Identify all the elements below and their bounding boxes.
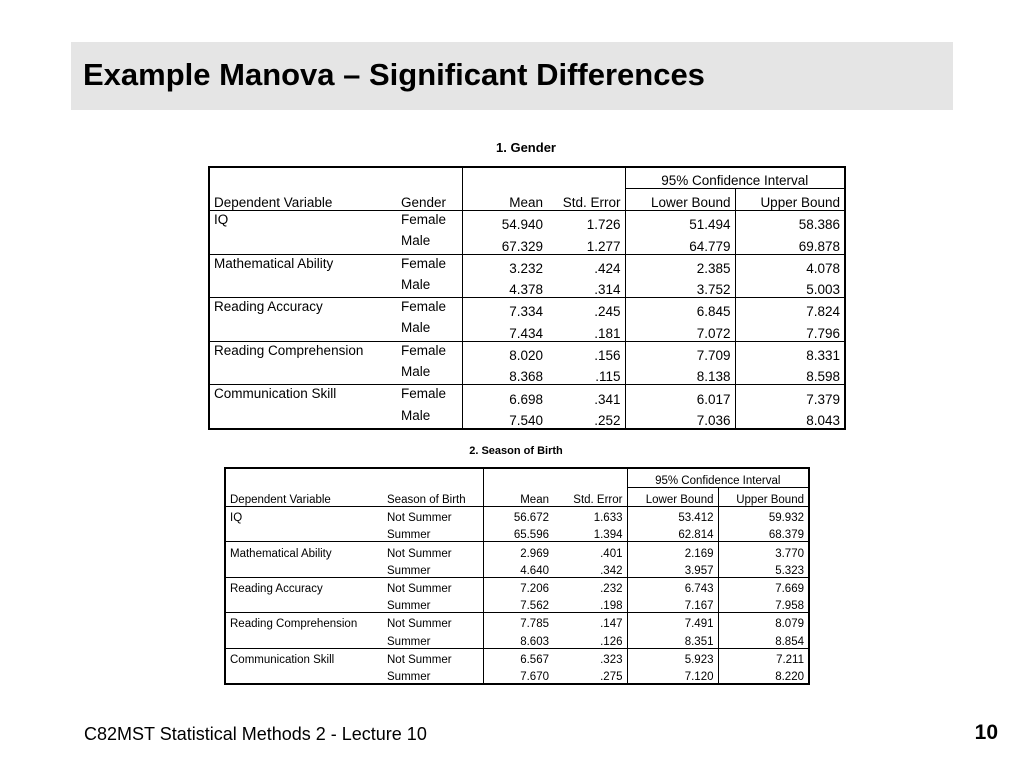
lower-bound-cell: 7.036: [625, 407, 735, 429]
level-cell: Male: [397, 276, 462, 298]
mean-cell: 8.368: [462, 363, 547, 385]
lower-bound-cell: 7.072: [625, 319, 735, 341]
table-row: [209, 319, 845, 341]
level-cell: Not Summer: [387, 512, 452, 525]
table-row: [225, 524, 809, 542]
header-spacer: [397, 167, 462, 189]
mean-cell: 6.698: [462, 385, 547, 407]
mean-cell: 54.940: [462, 211, 547, 233]
dependent-variable-cell: [225, 630, 383, 648]
table-row: [209, 385, 845, 407]
table-caption: 1. Gender: [496, 140, 556, 155]
header-spacer: [547, 167, 625, 189]
table-row: [225, 648, 809, 666]
level-cell: Summer: [383, 595, 483, 613]
dependent-variable-cell: Mathematical Ability: [214, 255, 334, 271]
column-header: Upper Bound: [718, 488, 809, 507]
level-cell: Summer: [383, 524, 483, 542]
upper-bound-cell: 7.669: [718, 577, 809, 595]
std-error-cell: .424: [594, 260, 621, 276]
lower-bound-cell: 6.845: [625, 298, 735, 320]
level-cell: Summer: [383, 630, 483, 648]
std-error-cell: .245: [594, 304, 621, 320]
std-error-cell: 1.277: [547, 232, 625, 254]
upper-bound-cell: 59.932: [718, 507, 809, 525]
lower-bound-cell: 6.017: [625, 385, 735, 407]
table-row: [209, 407, 845, 429]
upper-bound-cell: 8.079: [718, 613, 809, 631]
header-spacer: [383, 468, 483, 488]
table-row: [209, 276, 845, 298]
table-row: [209, 232, 845, 254]
level-cell: Male: [397, 319, 462, 341]
column-header: Mean: [462, 189, 547, 211]
mean-cell: 2.969: [483, 542, 553, 560]
table-row: [209, 254, 845, 276]
column-header: Gender: [397, 189, 462, 211]
table-row: [225, 507, 809, 525]
dependent-variable-cell: [225, 560, 383, 578]
mean-cell: 4.640: [483, 560, 553, 578]
level-cell: Not Summer: [387, 582, 452, 595]
table-row: [225, 577, 809, 595]
upper-bound-cell: 7.796: [735, 319, 845, 341]
upper-bound-cell: 5.003: [735, 276, 845, 298]
std-error-cell: .323: [600, 653, 623, 666]
dependent-variable-cell: Communication Skill: [214, 386, 337, 402]
lower-bound-cell: 53.412: [627, 507, 718, 525]
level-cell: Male: [397, 232, 462, 254]
table-row: [209, 363, 845, 385]
mean-cell: 7.562: [483, 595, 553, 613]
std-error-cell: .342: [553, 560, 627, 578]
std-error-cell: .401: [600, 547, 623, 560]
lower-bound-cell: 3.752: [625, 276, 735, 298]
ci-header: 95% Confidence Interval: [627, 468, 809, 488]
gender-estimates-table: [208, 166, 846, 430]
std-error-cell: .252: [594, 412, 621, 428]
dependent-variable-cell: [209, 407, 397, 429]
std-error-cell: .126: [553, 630, 627, 648]
upper-bound-cell: 69.878: [735, 232, 845, 254]
upper-bound-cell: 8.220: [718, 666, 809, 684]
dependent-variable-cell: [225, 666, 383, 684]
mean-cell: 7.670: [483, 666, 553, 684]
mean-cell: 8.020: [462, 341, 547, 363]
dependent-variable-cell: [225, 595, 383, 613]
column-header: Std. Error: [553, 488, 627, 507]
upper-bound-cell: 8.854: [718, 630, 809, 648]
mean-cell: 7.434: [462, 319, 547, 341]
ci-header: 95% Confidence Interval: [625, 167, 845, 189]
std-error-cell: .156: [594, 348, 621, 364]
table-row: [225, 666, 809, 684]
upper-bound-cell: 7.379: [735, 385, 845, 407]
std-error-cell: 1.726: [586, 217, 621, 233]
lower-bound-cell: 2.385: [625, 254, 735, 276]
dependent-variable-cell: IQ: [230, 512, 243, 525]
column-header: Lower Bound: [625, 189, 735, 211]
level-cell: Female: [401, 299, 447, 315]
dependent-variable-cell: Reading Accuracy: [230, 582, 323, 595]
upper-bound-cell: 8.598: [735, 363, 845, 385]
table-row: [209, 298, 845, 320]
level-cell: Female: [401, 255, 447, 271]
lower-bound-cell: 7.709: [625, 341, 735, 363]
level-cell: Male: [401, 407, 431, 423]
upper-bound-cell: 7.958: [718, 595, 809, 613]
header-spacer: [553, 468, 627, 488]
header-spacer: [225, 468, 383, 488]
upper-bound-cell: 4.078: [735, 254, 845, 276]
lower-bound-cell: 51.494: [625, 211, 735, 233]
mean-cell: 6.567: [483, 648, 553, 666]
column-header: Dependent Variable: [209, 189, 397, 211]
mean-cell: 7.334: [462, 298, 547, 320]
lower-bound-cell: 5.923: [627, 648, 718, 666]
level-cell: Male: [397, 363, 462, 385]
header-spacer: [462, 167, 547, 189]
page-number: 10: [974, 721, 998, 744]
column-header: Upper Bound: [735, 189, 845, 211]
lower-bound-cell: 2.169: [627, 542, 718, 560]
level-cell: Female: [401, 342, 447, 358]
upper-bound-cell: 68.379: [718, 524, 809, 542]
level-cell: Female: [401, 212, 447, 227]
level-cell: Not Summer: [387, 653, 452, 666]
dependent-variable-cell: [225, 524, 383, 542]
std-error-cell: .115: [547, 363, 625, 385]
dependent-variable-cell: Mathematical Ability: [230, 547, 332, 560]
dependent-variable-cell: IQ: [214, 212, 229, 227]
std-error-cell: .147: [600, 618, 623, 631]
level-cell: Summer: [383, 560, 483, 578]
mean-cell: 3.232: [462, 254, 547, 276]
dependent-variable-cell: [209, 232, 397, 254]
upper-bound-cell: 7.824: [735, 298, 845, 320]
mean-cell: 67.329: [462, 232, 547, 254]
lower-bound-cell: 3.957: [627, 560, 718, 578]
column-header: Lower Bound: [627, 488, 718, 507]
table-caption: 2. Season of Birth: [469, 445, 563, 457]
std-error-cell: .198: [553, 595, 627, 613]
std-error-cell: .232: [600, 582, 623, 595]
header-spacer: [483, 468, 553, 488]
column-header: Mean: [483, 488, 553, 507]
column-header: Season of Birth: [383, 488, 483, 507]
table-row: [225, 613, 809, 631]
lower-bound-cell: 62.814: [627, 524, 718, 542]
level-cell: Summer: [387, 670, 431, 683]
upper-bound-cell: 8.043: [735, 407, 845, 429]
std-error-cell: .341: [594, 391, 621, 407]
table-row: [225, 542, 809, 560]
level-cell: Not Summer: [387, 547, 452, 560]
upper-bound-cell: 7.211: [718, 648, 809, 666]
table-row: [225, 630, 809, 648]
mean-cell: 8.603: [483, 630, 553, 648]
mean-cell: 7.206: [483, 577, 553, 595]
lower-bound-cell: 64.779: [625, 232, 735, 254]
dependent-variable-cell: [209, 319, 397, 341]
std-error-cell: .314: [547, 276, 625, 298]
std-error-cell: 1.394: [553, 524, 627, 542]
lower-bound-cell: 7.120: [627, 666, 718, 684]
mean-cell: 4.378: [462, 276, 547, 298]
column-header: Std. Error: [547, 189, 625, 211]
mean-cell: 7.540: [462, 407, 547, 429]
lower-bound-cell: 7.491: [627, 613, 718, 631]
dependent-variable-cell: Reading Comprehension: [230, 618, 358, 631]
season-estimates-table: [224, 467, 810, 685]
column-header: Dependent Variable: [225, 488, 383, 507]
table-row: [209, 341, 845, 363]
lower-bound-cell: 8.138: [625, 363, 735, 385]
dependent-variable-cell: [209, 363, 397, 385]
dependent-variable-cell: Reading Accuracy: [214, 299, 323, 315]
level-cell: Female: [401, 386, 447, 402]
upper-bound-cell: 58.386: [735, 211, 845, 233]
lower-bound-cell: 8.351: [627, 630, 718, 648]
upper-bound-cell: 5.323: [718, 560, 809, 578]
table-row: [225, 595, 809, 613]
mean-cell: 7.785: [483, 613, 553, 631]
mean-cell: 56.672: [483, 507, 553, 525]
lower-bound-cell: 7.167: [627, 595, 718, 613]
slide-title: Example Manova – Significant Differences: [83, 57, 705, 92]
dependent-variable-cell: Communication Skill: [230, 653, 335, 666]
level-cell: Not Summer: [387, 618, 452, 631]
upper-bound-cell: 3.770: [718, 542, 809, 560]
dependent-variable-cell: Reading Comprehension: [214, 342, 364, 358]
std-error-cell: 1.633: [593, 512, 623, 525]
std-error-cell: .275: [600, 670, 623, 683]
std-error-cell: .181: [547, 319, 625, 341]
upper-bound-cell: 8.331: [735, 341, 845, 363]
header-spacer: [209, 167, 397, 189]
table-row: [209, 211, 845, 233]
dependent-variable-cell: [209, 276, 397, 298]
lower-bound-cell: 6.743: [627, 577, 718, 595]
title-bar: [71, 42, 953, 110]
mean-cell: 65.596: [483, 524, 553, 542]
footer-text: C82MST Statistical Methods 2 - Lecture 10: [84, 724, 427, 744]
table-row: [225, 560, 809, 578]
